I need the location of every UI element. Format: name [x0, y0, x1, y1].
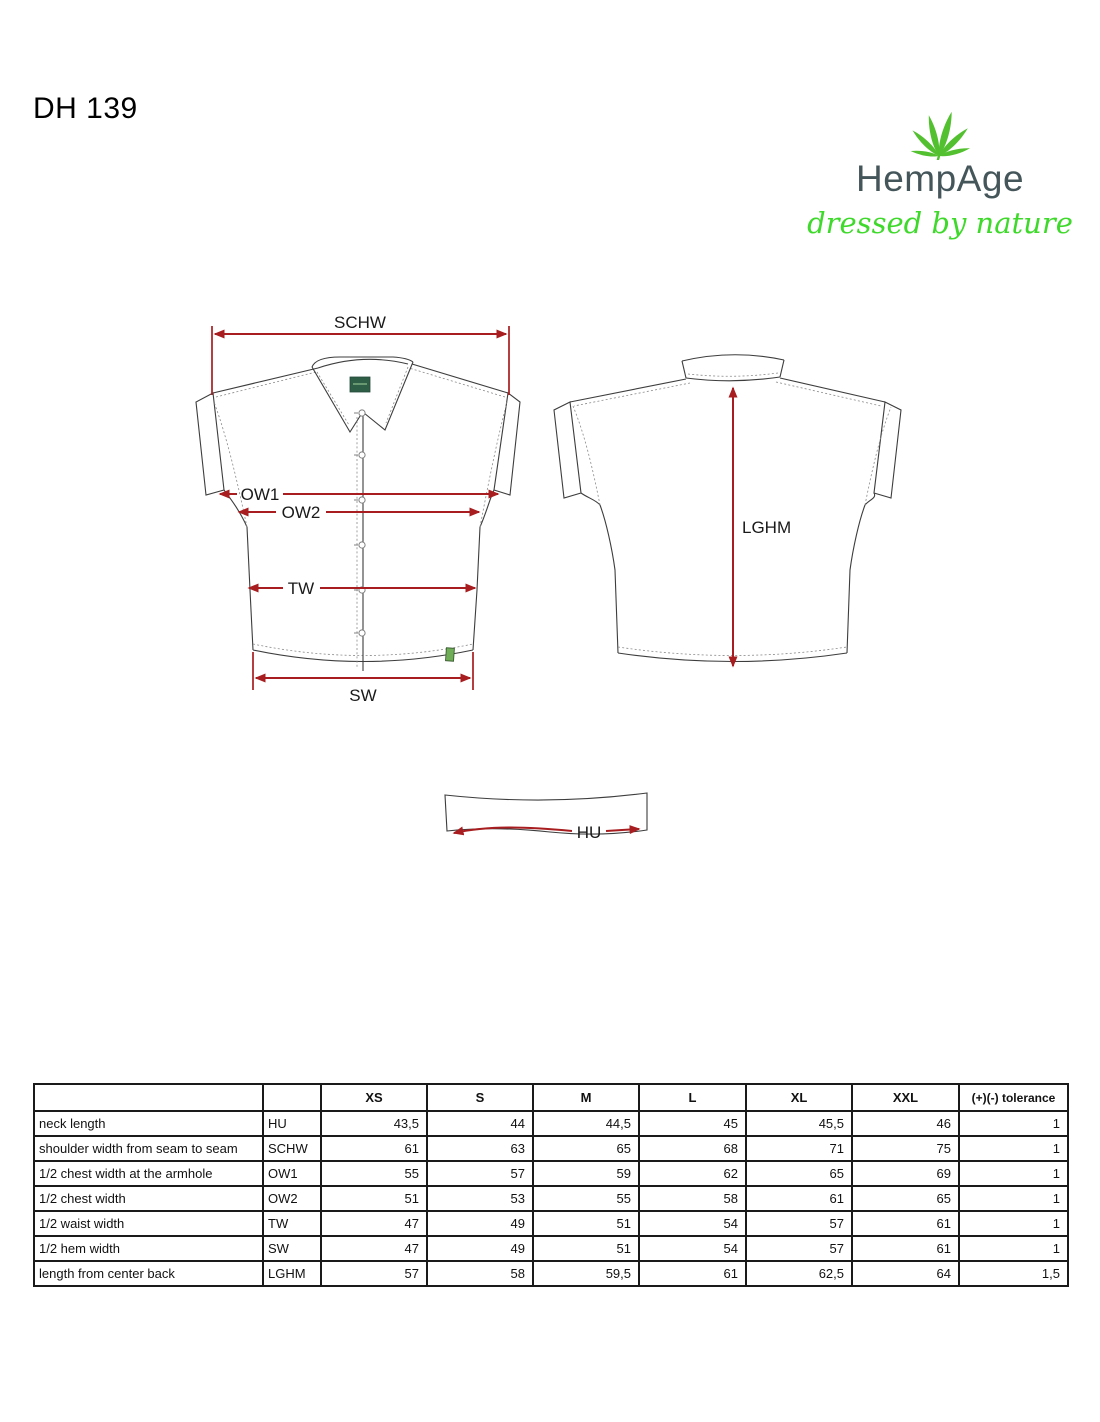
header-description	[34, 1084, 263, 1111]
row-label: 1/2 waist width	[34, 1211, 263, 1236]
row-code: OW1	[263, 1161, 321, 1186]
measurement-arrows	[212, 313, 791, 842]
row-label: 1/2 hem width	[34, 1236, 263, 1261]
header-m: M	[533, 1084, 639, 1111]
table-row	[34, 1161, 1068, 1186]
value-xs: 61	[321, 1136, 427, 1161]
value-xl: 62,5	[746, 1261, 852, 1286]
value-xxl: 64	[852, 1261, 959, 1286]
value-tolerance: 1	[959, 1161, 1068, 1186]
table-row	[34, 1136, 1068, 1161]
value-tolerance: 1,5	[959, 1261, 1068, 1286]
value-xl: 57	[746, 1211, 852, 1236]
value-tolerance: 1	[959, 1211, 1068, 1236]
label-tw: TW	[287, 579, 315, 598]
front-right-cuff	[494, 393, 520, 495]
header-code	[263, 1084, 321, 1111]
hem-tag	[446, 648, 455, 662]
label-lghm: LGHM	[742, 518, 792, 537]
value-xxl: 61	[852, 1211, 959, 1236]
header-xxl: XXL	[852, 1084, 959, 1111]
value-m: 44,5	[533, 1111, 639, 1136]
header-s: S	[427, 1084, 533, 1111]
value-tolerance: 1	[959, 1111, 1068, 1136]
hempage-logo	[800, 78, 1080, 263]
value-m: 65	[533, 1136, 639, 1161]
table-row	[34, 1261, 1068, 1286]
value-xl: 61	[746, 1186, 852, 1211]
row-label: neck length	[34, 1111, 263, 1136]
brand-wordmark: HempAge	[855, 158, 1025, 199]
back-view	[554, 355, 901, 662]
value-s: 44	[427, 1111, 533, 1136]
brand-tagline: dressed by nature	[807, 206, 1073, 240]
value-m: 59	[533, 1161, 639, 1186]
value-xs: 47	[321, 1236, 427, 1261]
label-ow1: OW1	[240, 485, 280, 504]
back-left-cuff	[554, 402, 581, 498]
row-code: TW	[263, 1211, 321, 1236]
label-hu: HU	[576, 823, 602, 842]
value-l: 54	[639, 1236, 746, 1261]
header-xl: XL	[746, 1084, 852, 1111]
value-m: 59,5	[533, 1261, 639, 1286]
value-xxl: 65	[852, 1186, 959, 1211]
row-label: 1/2 chest width at the armhole	[34, 1161, 263, 1186]
value-xl: 65	[746, 1161, 852, 1186]
value-s: 63	[427, 1136, 533, 1161]
table-row	[34, 1186, 1068, 1211]
value-l: 61	[639, 1261, 746, 1286]
row-label: length from center back	[34, 1261, 263, 1286]
value-xxl: 75	[852, 1136, 959, 1161]
value-xxl: 46	[852, 1111, 959, 1136]
header-l: L	[639, 1084, 746, 1111]
row-label: shoulder width from seam to seam	[34, 1136, 263, 1161]
label-sw: SW	[349, 686, 377, 705]
value-s: 58	[427, 1261, 533, 1286]
row-code: OW2	[263, 1186, 321, 1211]
table-row	[34, 1211, 1068, 1236]
value-xs: 47	[321, 1211, 427, 1236]
row-code: LGHM	[263, 1261, 321, 1286]
value-l: 62	[639, 1161, 746, 1186]
value-s: 49	[427, 1236, 533, 1261]
value-xs: 43,5	[321, 1111, 427, 1136]
value-xl: 57	[746, 1236, 852, 1261]
header-xs: XS	[321, 1084, 427, 1111]
label-ow2: OW2	[281, 503, 321, 522]
value-l: 54	[639, 1211, 746, 1236]
front-view	[196, 357, 520, 671]
value-xs: 57	[321, 1261, 427, 1286]
back-collar-band	[682, 355, 784, 361]
value-l: 45	[639, 1111, 746, 1136]
value-s: 49	[427, 1211, 533, 1236]
value-m: 55	[533, 1186, 639, 1211]
value-m: 51	[533, 1236, 639, 1261]
value-xl: 71	[746, 1136, 852, 1161]
value-tolerance: 1	[959, 1236, 1068, 1261]
value-m: 51	[533, 1211, 639, 1236]
back-right-cuff	[874, 402, 901, 498]
value-l: 68	[639, 1136, 746, 1161]
value-xs: 51	[321, 1186, 427, 1211]
front-left-cuff	[196, 393, 224, 495]
row-label: 1/2 chest width	[34, 1186, 263, 1211]
row-code: HU	[263, 1111, 321, 1136]
row-code: SW	[263, 1236, 321, 1261]
garment-diagram	[150, 280, 950, 880]
value-tolerance: 1	[959, 1136, 1068, 1161]
table-row	[34, 1111, 1068, 1136]
value-s: 57	[427, 1161, 533, 1186]
hemp-leaf-icon	[875, 78, 1005, 160]
value-xl: 45,5	[746, 1111, 852, 1136]
row-code: SCHW	[263, 1136, 321, 1161]
value-s: 53	[427, 1186, 533, 1211]
table-header-row	[34, 1084, 1068, 1111]
size-table	[33, 1083, 1069, 1287]
page-title: DH 139	[33, 92, 138, 125]
value-xxl: 69	[852, 1161, 959, 1186]
table-row	[34, 1236, 1068, 1261]
value-tolerance: 1	[959, 1186, 1068, 1211]
header-tolerance: (+)(-) tolerance	[959, 1084, 1068, 1111]
value-l: 58	[639, 1186, 746, 1211]
label-schw: SCHW	[334, 313, 386, 332]
value-xs: 55	[321, 1161, 427, 1186]
value-xxl: 61	[852, 1236, 959, 1261]
